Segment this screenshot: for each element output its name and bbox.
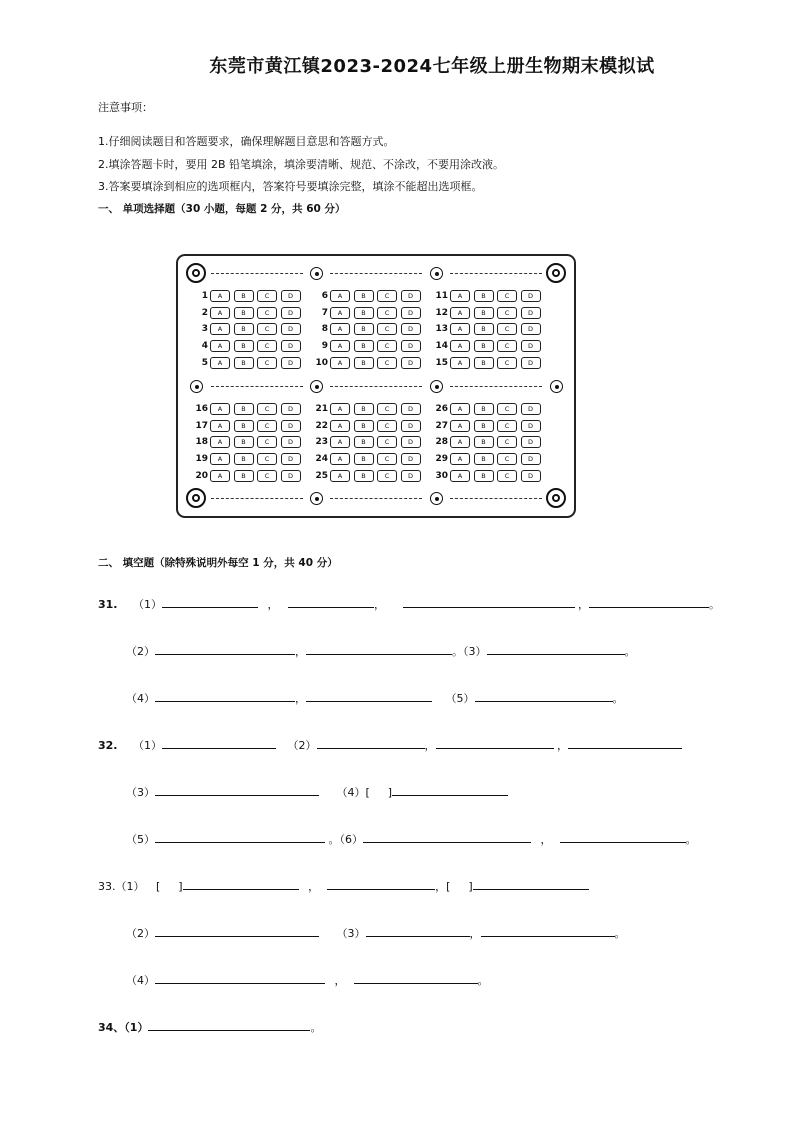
option-bubble-c[interactable]: C xyxy=(497,290,517,302)
option-bubble-d[interactable]: D xyxy=(521,453,541,465)
alignment-mark-icon xyxy=(190,380,203,393)
question-column xyxy=(430,288,544,371)
answer-row xyxy=(190,401,304,418)
answer-row xyxy=(190,305,304,322)
option-bubble-b[interactable]: B xyxy=(474,340,494,352)
section-1-heading: 一、 单项选择题（30 小题，每题 2 分，共 60 分） xyxy=(98,203,346,215)
option-bubble-a[interactable]: A xyxy=(210,453,230,465)
q32-line-3: （5） 。（6） ， 。 xyxy=(126,830,697,847)
answer-row xyxy=(310,418,424,435)
divider xyxy=(211,498,303,499)
answer-blank[interactable] xyxy=(363,830,531,843)
q31-line-1: 31. （1） ， ， ， 。 xyxy=(98,595,720,612)
option-bubble-b[interactable]: B xyxy=(234,307,254,319)
option-bubble-d[interactable]: D xyxy=(521,357,541,369)
answer-row xyxy=(430,401,544,418)
option-bubble-c[interactable]: C xyxy=(377,290,397,302)
option-bubble-d[interactable]: D xyxy=(281,470,301,482)
option-bubble-c[interactable]: C xyxy=(257,436,277,448)
option-bubble-b[interactable]: B xyxy=(354,307,374,319)
answer-blank[interactable] xyxy=(436,736,554,749)
option-bubble-a[interactable]: A xyxy=(450,470,470,482)
answer-row xyxy=(310,401,424,418)
answer-row xyxy=(310,354,424,371)
q32-line-1: 32. （1） （2） ， ， xyxy=(98,736,682,753)
question-column xyxy=(430,401,544,484)
option-bubble-d[interactable]: D xyxy=(281,420,301,432)
option-bubble-a[interactable]: A xyxy=(450,307,470,319)
option-bubble-b[interactable]: B xyxy=(234,403,254,415)
alignment-mark-icon xyxy=(430,267,443,280)
question-number: 24 xyxy=(315,454,328,465)
question-number: 14 xyxy=(435,341,448,352)
divider xyxy=(330,498,422,499)
question-number: 7 xyxy=(321,307,328,318)
answer-row xyxy=(310,321,424,338)
question-number: 17 xyxy=(195,420,208,431)
option-bubble-d[interactable]: D xyxy=(281,436,301,448)
option-bubble-d[interactable]: D xyxy=(401,453,421,465)
option-bubble-a[interactable]: A xyxy=(450,323,470,335)
question-number: 1 xyxy=(201,291,208,302)
option-bubble-b[interactable]: B xyxy=(234,323,254,335)
option-bubble-c[interactable]: C xyxy=(257,403,277,415)
answer-row xyxy=(430,338,544,355)
option-bubble-a[interactable]: A xyxy=(450,436,470,448)
option-bubble-c[interactable]: C xyxy=(497,453,517,465)
option-bubble-d[interactable]: D xyxy=(401,323,421,335)
question-number: 23 xyxy=(315,437,328,448)
question-number: 2 xyxy=(201,307,208,318)
option-bubble-d[interactable]: D xyxy=(281,453,301,465)
option-bubble-a[interactable]: A xyxy=(330,403,350,415)
option-bubble-a[interactable]: A xyxy=(210,470,230,482)
option-bubble-c[interactable]: C xyxy=(257,340,277,352)
answer-row xyxy=(190,321,304,338)
q32-line-2: （3） （4）[ ] xyxy=(126,783,508,800)
q31-line-2: （2） ， 。（3） 。 xyxy=(126,642,636,659)
question-number: 5 xyxy=(201,357,208,368)
option-bubble-c[interactable]: C xyxy=(497,420,517,432)
option-bubble-b[interactable]: B xyxy=(354,323,374,335)
option-bubble-a[interactable]: A xyxy=(330,357,350,369)
q33-line-3: （4） ， 。 xyxy=(126,971,489,988)
answer-row xyxy=(310,288,424,305)
option-bubble-a[interactable]: A xyxy=(210,340,230,352)
answer-row xyxy=(430,451,544,468)
q33-line-2: （2） （3） ， 。 xyxy=(126,924,626,941)
answer-blank[interactable] xyxy=(155,971,325,984)
option-bubble-a[interactable]: A xyxy=(450,357,470,369)
corner-mark-icon xyxy=(186,488,206,508)
option-bubble-d[interactable]: D xyxy=(281,403,301,415)
answer-blank[interactable] xyxy=(148,1018,310,1031)
option-bubble-c[interactable]: C xyxy=(497,323,517,335)
question-number: 6 xyxy=(321,291,328,302)
answer-blank[interactable] xyxy=(473,877,589,890)
option-bubble-d[interactable]: D xyxy=(281,357,301,369)
option-bubble-d[interactable]: D xyxy=(521,420,541,432)
answer-blank[interactable] xyxy=(366,924,470,937)
option-bubble-c[interactable]: C xyxy=(497,307,517,319)
answer-row xyxy=(310,338,424,355)
answer-row xyxy=(430,467,544,484)
corner-mark-icon xyxy=(546,263,566,283)
option-bubble-d[interactable]: D xyxy=(401,420,421,432)
answer-blank[interactable] xyxy=(155,642,295,655)
option-bubble-a[interactable]: A xyxy=(450,340,470,352)
option-bubble-b[interactable]: B xyxy=(474,357,494,369)
answer-row xyxy=(430,418,544,435)
option-bubble-b[interactable]: B xyxy=(474,323,494,335)
option-bubble-c[interactable]: C xyxy=(377,340,397,352)
option-bubble-b[interactable]: B xyxy=(354,420,374,432)
divider xyxy=(330,386,422,387)
option-bubble-d[interactable]: D xyxy=(401,436,421,448)
option-bubble-b[interactable]: B xyxy=(474,470,494,482)
option-bubble-b[interactable]: B xyxy=(234,453,254,465)
option-bubble-b[interactable]: B xyxy=(474,420,494,432)
divider xyxy=(450,498,542,499)
option-bubble-b[interactable]: B xyxy=(234,290,254,302)
answer-row xyxy=(310,434,424,451)
q33-line-1: 33.（1） [ ] ， ，[ ] xyxy=(98,877,589,894)
answer-blank[interactable] xyxy=(288,595,374,608)
option-bubble-d[interactable]: D xyxy=(521,307,541,319)
answer-blank[interactable] xyxy=(560,830,686,843)
question-number: 22 xyxy=(315,420,328,431)
option-bubble-a[interactable]: A xyxy=(450,290,470,302)
answer-blank[interactable] xyxy=(155,830,325,843)
option-bubble-b[interactable]: B xyxy=(354,340,374,352)
option-bubble-d[interactable]: D xyxy=(521,340,541,352)
question-number: 29 xyxy=(435,454,448,465)
option-bubble-c[interactable]: C xyxy=(497,340,517,352)
corner-mark-icon xyxy=(546,488,566,508)
option-bubble-d[interactable]: D xyxy=(281,307,301,319)
option-bubble-b[interactable]: B xyxy=(354,470,374,482)
option-bubble-b[interactable]: B xyxy=(474,453,494,465)
option-bubble-d[interactable]: D xyxy=(401,340,421,352)
answer-blank[interactable] xyxy=(183,877,299,890)
option-bubble-b[interactable]: B xyxy=(234,340,254,352)
question-number: 20 xyxy=(195,470,208,481)
option-bubble-c[interactable]: C xyxy=(257,453,277,465)
option-bubble-c[interactable]: C xyxy=(497,470,517,482)
answer-blank[interactable] xyxy=(475,689,613,702)
question-number: 12 xyxy=(435,307,448,318)
divider xyxy=(211,386,303,387)
option-bubble-c[interactable]: C xyxy=(377,357,397,369)
answer-row xyxy=(310,451,424,468)
option-bubble-d[interactable]: D xyxy=(281,340,301,352)
option-bubble-d[interactable]: D xyxy=(401,307,421,319)
option-bubble-a[interactable]: A xyxy=(330,436,350,448)
option-bubble-d[interactable]: D xyxy=(401,470,421,482)
option-bubble-c[interactable]: C xyxy=(497,436,517,448)
alignment-mark-icon xyxy=(310,267,323,280)
answer-row xyxy=(430,305,544,322)
option-bubble-d[interactable]: D xyxy=(521,323,541,335)
divider xyxy=(450,273,542,274)
option-bubble-c[interactable]: C xyxy=(377,453,397,465)
answer-row xyxy=(190,354,304,371)
option-bubble-c[interactable]: C xyxy=(257,307,277,319)
option-bubble-d[interactable]: D xyxy=(401,403,421,415)
question-column xyxy=(310,401,424,484)
question-number: 25 xyxy=(315,470,328,481)
answer-row xyxy=(190,451,304,468)
question-number: 34、（1） xyxy=(98,1021,149,1034)
answer-blank[interactable] xyxy=(392,783,508,796)
answer-blank[interactable] xyxy=(155,689,295,702)
question-number: 31. xyxy=(98,598,118,611)
option-bubble-a[interactable]: A xyxy=(450,453,470,465)
answer-blank[interactable] xyxy=(306,689,432,702)
alignment-mark-icon xyxy=(310,380,323,393)
option-bubble-b[interactable]: B xyxy=(474,290,494,302)
notice-item-1: 1.仔细阅读题目和答题要求，确保理解题目意思和答题方式。 xyxy=(98,135,395,148)
question-number: 33.（1） xyxy=(98,880,145,893)
option-bubble-c[interactable]: C xyxy=(377,436,397,448)
question-column xyxy=(190,288,304,371)
alignment-mark-icon xyxy=(430,380,443,393)
question-number: 9 xyxy=(321,341,328,352)
answer-blank[interactable] xyxy=(568,736,682,749)
option-bubble-a[interactable]: A xyxy=(330,470,350,482)
answer-blank[interactable] xyxy=(327,877,435,890)
divider xyxy=(211,273,303,274)
option-bubble-b[interactable]: B xyxy=(234,420,254,432)
answer-blank[interactable] xyxy=(487,642,625,655)
question-column xyxy=(310,288,424,371)
corner-mark-icon xyxy=(186,263,206,283)
option-bubble-a[interactable]: A xyxy=(330,307,350,319)
answer-row xyxy=(310,305,424,322)
option-bubble-b[interactable]: B xyxy=(354,290,374,302)
option-bubble-a[interactable]: A xyxy=(210,323,230,335)
question-number: 19 xyxy=(195,454,208,465)
answer-blank[interactable] xyxy=(155,924,319,937)
question-number: 3 xyxy=(201,324,208,335)
option-bubble-a[interactable]: A xyxy=(330,290,350,302)
question-number: 8 xyxy=(321,324,328,335)
option-bubble-b[interactable]: B xyxy=(354,453,374,465)
answer-row xyxy=(190,434,304,451)
question-column xyxy=(190,401,304,484)
divider xyxy=(330,273,422,274)
answer-blank[interactable] xyxy=(162,736,276,749)
option-bubble-a[interactable]: A xyxy=(210,290,230,302)
option-bubble-c[interactable]: C xyxy=(497,357,517,369)
question-number: 16 xyxy=(195,404,208,415)
option-bubble-b[interactable]: B xyxy=(474,403,494,415)
option-bubble-c[interactable]: C xyxy=(257,470,277,482)
page-title: 东莞市黄江镇2023-2024七年级上册生物期末模拟试 xyxy=(209,56,655,77)
option-bubble-a[interactable]: A xyxy=(210,357,230,369)
answer-row xyxy=(190,338,304,355)
option-bubble-c[interactable]: C xyxy=(377,403,397,415)
alignment-mark-icon xyxy=(310,492,323,505)
option-bubble-c[interactable]: C xyxy=(377,470,397,482)
option-bubble-d[interactable]: D xyxy=(521,403,541,415)
question-number: 10 xyxy=(315,357,328,368)
option-bubble-d[interactable]: D xyxy=(281,323,301,335)
option-bubble-b[interactable]: B xyxy=(354,436,374,448)
answer-blank[interactable] xyxy=(589,595,709,608)
notice-item-3: 3.答案要填涂到相应的选项框内，答案符号要填涂完整，填涂不能超出选项框。 xyxy=(98,180,483,193)
option-bubble-a[interactable]: A xyxy=(450,420,470,432)
q31-line-3: （4） ， （5） 。 xyxy=(126,689,624,706)
answer-row xyxy=(190,288,304,305)
question-number: 21 xyxy=(315,404,328,415)
option-bubble-c[interactable]: C xyxy=(257,323,277,335)
option-bubble-b[interactable]: B xyxy=(234,436,254,448)
answer-row xyxy=(190,418,304,435)
option-bubble-c[interactable]: C xyxy=(257,357,277,369)
answer-row xyxy=(430,354,544,371)
option-bubble-b[interactable]: B xyxy=(474,307,494,319)
option-bubble-a[interactable]: A xyxy=(330,453,350,465)
option-bubble-d[interactable]: D xyxy=(401,290,421,302)
question-number: 28 xyxy=(435,437,448,448)
option-bubble-a[interactable]: A xyxy=(330,323,350,335)
option-bubble-d[interactable]: D xyxy=(521,470,541,482)
option-bubble-a[interactable]: A xyxy=(210,307,230,319)
question-number: 11 xyxy=(435,291,448,302)
answer-row xyxy=(310,467,424,484)
option-bubble-c[interactable]: C xyxy=(377,307,397,319)
alignment-mark-icon xyxy=(430,492,443,505)
option-bubble-a[interactable]: A xyxy=(210,403,230,415)
option-bubble-a[interactable]: A xyxy=(330,340,350,352)
option-bubble-b[interactable]: B xyxy=(234,357,254,369)
option-bubble-b[interactable]: B xyxy=(234,470,254,482)
option-bubble-d[interactable]: D xyxy=(521,436,541,448)
question-number: 13 xyxy=(435,324,448,335)
option-bubble-c[interactable]: C xyxy=(377,323,397,335)
answer-row xyxy=(190,467,304,484)
question-number: 27 xyxy=(435,420,448,431)
question-number: 15 xyxy=(435,357,448,368)
section-2-heading: 二、 填空题（除特殊说明外每空 1 分，共 40 分） xyxy=(98,557,338,569)
answer-blank[interactable] xyxy=(306,642,452,655)
option-bubble-a[interactable]: A xyxy=(210,420,230,432)
question-number: 4 xyxy=(201,341,208,352)
answer-row xyxy=(430,288,544,305)
option-bubble-b[interactable]: B xyxy=(474,436,494,448)
option-bubble-d[interactable]: D xyxy=(521,290,541,302)
option-bubble-d[interactable]: D xyxy=(281,290,301,302)
option-bubble-b[interactable]: B xyxy=(354,403,374,415)
answer-blank[interactable] xyxy=(481,924,615,937)
option-bubble-c[interactable]: C xyxy=(497,403,517,415)
option-bubble-c[interactable]: C xyxy=(257,420,277,432)
answer-blank[interactable] xyxy=(317,736,425,749)
question-number: 26 xyxy=(435,404,448,415)
answer-blank[interactable] xyxy=(155,783,319,796)
answer-row xyxy=(430,321,544,338)
option-bubble-c[interactable]: C xyxy=(257,290,277,302)
notice-item-2: 2.填涂答题卡时，要用 2B 铅笔填涂，填涂要清晰、规范、不涂改，不要用涂改液。 xyxy=(98,158,505,171)
option-bubble-c[interactable]: C xyxy=(377,420,397,432)
option-bubble-d[interactable]: D xyxy=(401,357,421,369)
answer-blank[interactable] xyxy=(403,595,575,608)
answer-row xyxy=(430,434,544,451)
option-bubble-a[interactable]: A xyxy=(450,403,470,415)
answer-blank[interactable] xyxy=(354,971,478,984)
option-bubble-a[interactable]: A xyxy=(330,420,350,432)
notice-heading: 注意事项： xyxy=(98,101,153,114)
question-number: 32. xyxy=(98,739,118,752)
alignment-mark-icon xyxy=(550,380,563,393)
divider xyxy=(450,386,542,387)
answer-blank[interactable] xyxy=(162,595,258,608)
option-bubble-b[interactable]: B xyxy=(354,357,374,369)
question-number: 18 xyxy=(195,437,208,448)
q34-line-1: 34、（1） 。 xyxy=(98,1018,321,1035)
option-bubble-a[interactable]: A xyxy=(210,436,230,448)
question-number: 30 xyxy=(435,470,448,481)
